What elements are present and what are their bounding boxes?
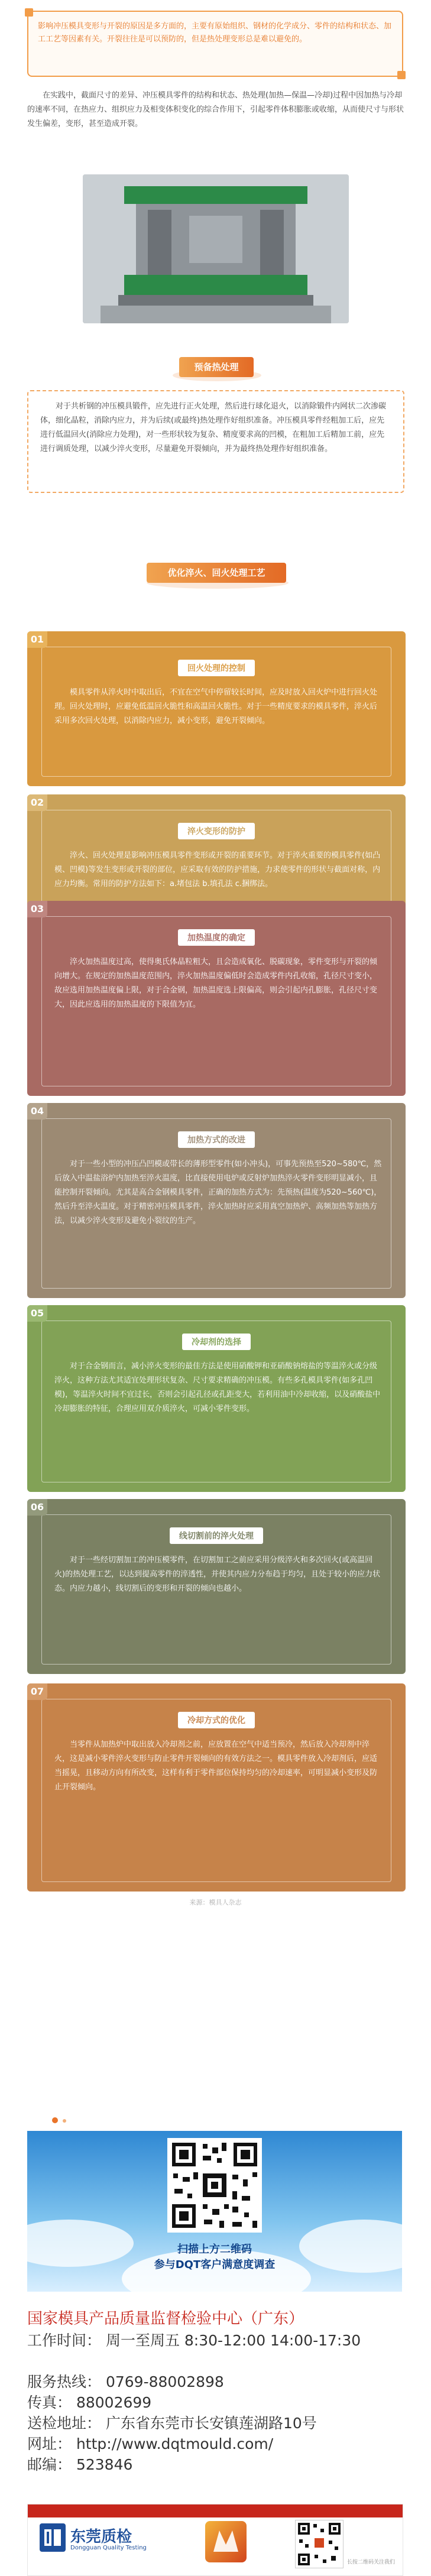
contact-hotline[interactable]: 服务热线： 0769-88002898 <box>27 2373 224 2390</box>
contact-website[interactable]: 网址： http://www.dqtmould.com/ <box>27 2435 274 2452</box>
card-label: 线切割前的淬火处理 <box>170 1527 263 1544</box>
qr-pattern-icon <box>296 2520 343 2568</box>
contact-postcode: 邮编： 523846 <box>27 2456 133 2473</box>
mould-emblem-icon <box>205 2521 247 2562</box>
card-label: 淬火变形的防护 <box>178 823 255 839</box>
card-text: 对于一些经切割加工的冲压模零件，在切割加工之前应采用分级淬火和多次回火(或高温回火)的热处理工艺，以达到提高零件的淬透性，并使其内应力分布趋于均匀，且处于较小的应力状态。内应力越小，线切割后的变形和开裂的倾向也越小。 <box>54 1556 381 1593</box>
source-note: 来源：模具人杂志 <box>189 1899 242 1906</box>
card-number: 03 <box>27 901 47 917</box>
qr-banner <box>27 2131 402 2292</box>
contact-title: 国家模具产品质量监督检验中心（广东） <box>27 2310 304 2328</box>
pretreatment-text: 对于共析钢的冲压模具锻件，应先进行正火处理，然后进行球化退火，以消除锻件内网状二次渗碳体，细化晶粒，消除内应力，并为后续(或最终)热处理作好组织准备。冲压模具零件经粗加工后，应先进行低温回火(消除应力处理)，对一些形状较为复杂、精度要求高的凹模，在粗加工后精加工前，应先进行调质处理，以减少淬火变形，尽量避免开裂倾向，并为最终热处理作好组织准备。 <box>40 402 387 453</box>
qr-caption-line1: 扫描上方二维码 <box>177 2243 252 2256</box>
process-card <box>27 901 406 1096</box>
card-number: 06 <box>27 1499 47 1516</box>
card-number: 04 <box>27 1103 47 1120</box>
card-text: 淬火、回火处理是影响冲压模具零件变形或开裂的重要环节。对于淬火重要的模具零件(如凸模、凹模)等发生变形或开裂的部位，应采取有效的防护措施，力求使零件的形状与截面对称，内应力均衡。常用的防护方法如下：a.堵包法 b.填孔法 c.捆绑法。 <box>54 851 381 888</box>
card-text: 对于合金钢而言，减小淬火变形的最佳方法是使用硝酸钾和亚硝酸钠熔盐的等温淬火或分级淬火，这种方法尤其适宜处理形状复杂、尺寸要求精确的冲压模。有些多孔模具零件(如多孔凹模)，等温淬火时间不宜过长，否则会引起孔径或孔距变大，若利用油中冷却收缩，以及硝酸盐中冷却膨胀的特征，合理应用双介质淬火，可减小零件变形。 <box>54 1362 381 1413</box>
mould-illustration <box>83 174 349 323</box>
card-label: 加热方式的改进 <box>178 1131 255 1148</box>
process-card <box>27 1305 406 1492</box>
section-heading-pretreatment: 预备热处理 <box>179 357 254 377</box>
brand-name: 东莞质检 <box>70 2528 132 2546</box>
process-card <box>27 631 406 786</box>
contact-fax: 传真： 88002699 <box>27 2394 152 2411</box>
decor-corner <box>397 71 406 79</box>
mould-photo <box>83 174 349 323</box>
banner-top-stripe <box>28 2504 403 2517</box>
card-label: 冷却剂的选择 <box>182 1334 251 1350</box>
card-number: 02 <box>27 794 47 811</box>
contact-address: 送检地址： 广东省东莞市长安镇莲湖路10号 <box>27 2415 317 2432</box>
follow-qr-code[interactable] <box>295 2520 343 2568</box>
pretreatment-box <box>27 390 404 493</box>
card-label: 回火处理的控制 <box>178 660 255 676</box>
card-number: 01 <box>27 631 47 648</box>
divider-dot-icon <box>63 2119 66 2123</box>
dqt-logo-icon <box>40 2523 66 2552</box>
process-card <box>27 1683 406 1892</box>
divider-dot-icon <box>52 2117 58 2123</box>
card-number: 07 <box>27 1683 47 1700</box>
card-text: 模具零件从淬火时中取出后，不宜在空气中停留较长时间，应及时放入回火炉中进行回火处理。回火处理时，应避免低温回火脆性和高温回火脆性。对于一些精度要求的模具零件，淬火后采用多次回火处理，以消除内应力，减小变形，避免开裂倾向。 <box>54 688 378 725</box>
survey-qr-code[interactable] <box>167 2138 262 2233</box>
process-card <box>27 1499 406 1674</box>
intro-card <box>27 11 403 77</box>
process-card <box>27 1103 406 1298</box>
intro-paragraph: 在实践中，截面尺寸的差异、冲压模具零件的结构和状态、热处理(加热—保温—冷却)过程中因加热与冷却的速率不同，在热应力、组织应力及相变体积变化的综合作用下，引起零件体积膨胀或收缩，从而使尺寸与形状发生偏差，变形，甚至造成开裂。 <box>27 91 404 128</box>
card-label: 加热温度的确定 <box>178 929 255 946</box>
brand-name-en: Dongguan Quality Testing <box>70 2545 147 2551</box>
card-number: 05 <box>27 1305 47 1322</box>
card-text: 当零件从加热炉中取出放入冷却剂之前，应放置在空气中适当预冷，然后放入冷却剂中淬火，这是减小零件淬火变形与防止零件开裂倾向的有效方法之一。模具零件放入冷却剂后，应适当摇晃，且移动方向有所改变，这样有利于零件部位保持均匀的冷却速率，可明显减小变形及防止开裂倾向。 <box>54 1740 378 1792</box>
follow-qr-caption: 长按二维码关注我们 <box>347 2559 396 2565</box>
card-text: 对于一些小型的冲压凸凹模或带长的薄形型零件(如小冲头)，可事先预热至520~580℃，然后放入中温盐浴炉内加热至淬火温度，比直接使用电炉或反射炉加热淬火零件变形明显减小，且能控制开裂倾向。尤其是高合金钢模具零件，正确的加热方式为：先预热(温度为520~560℃)，然后升至淬火温度。对于精密冲压模具零件，淬火加热时应采用真空加热炉、高频加热等加热方法，以减少淬火变形及避免小裂纹的生产。 <box>54 1160 382 1225</box>
contact-hours: 工作时间： 周一至周五 8:30-12:00 14:00-17:30 <box>27 2332 361 2349</box>
card-label: 冷却方式的优化 <box>178 1712 255 1728</box>
brand-banner <box>27 2504 403 2576</box>
decor-corner <box>25 8 33 17</box>
qr-pattern-icon <box>167 2138 262 2233</box>
intro-text: 影响冲压模具变形与开裂的原因是多方面的，主要有原始组织、钢材的化学成分、零件的结构和状态、加工工艺等因素有关。开裂往往是可以预防的，但是热处理变形总是难以避免的。 <box>38 22 392 44</box>
qr-caption-line2: 参与DQT客户满意度调查 <box>154 2259 276 2271</box>
card-text: 淬火加热温度过高，使得奥氏体晶粒粗大，且会造成氧化、脱碳现象，零件变形与开裂的倾向增大。在规定的加热温度范围内，淬火加热温度偏低时会造成零件内孔收缩，孔径尺寸变小，故应选用加热温度偏上限，对于合金钢，加热温度选上限偏高，则会引起内孔膨胀，孔径尺寸变大，因此应选用的加热温度的下限值为宜。 <box>54 958 378 1009</box>
section-heading-optimize: 优化淬火、回火处理工艺 <box>147 563 286 583</box>
